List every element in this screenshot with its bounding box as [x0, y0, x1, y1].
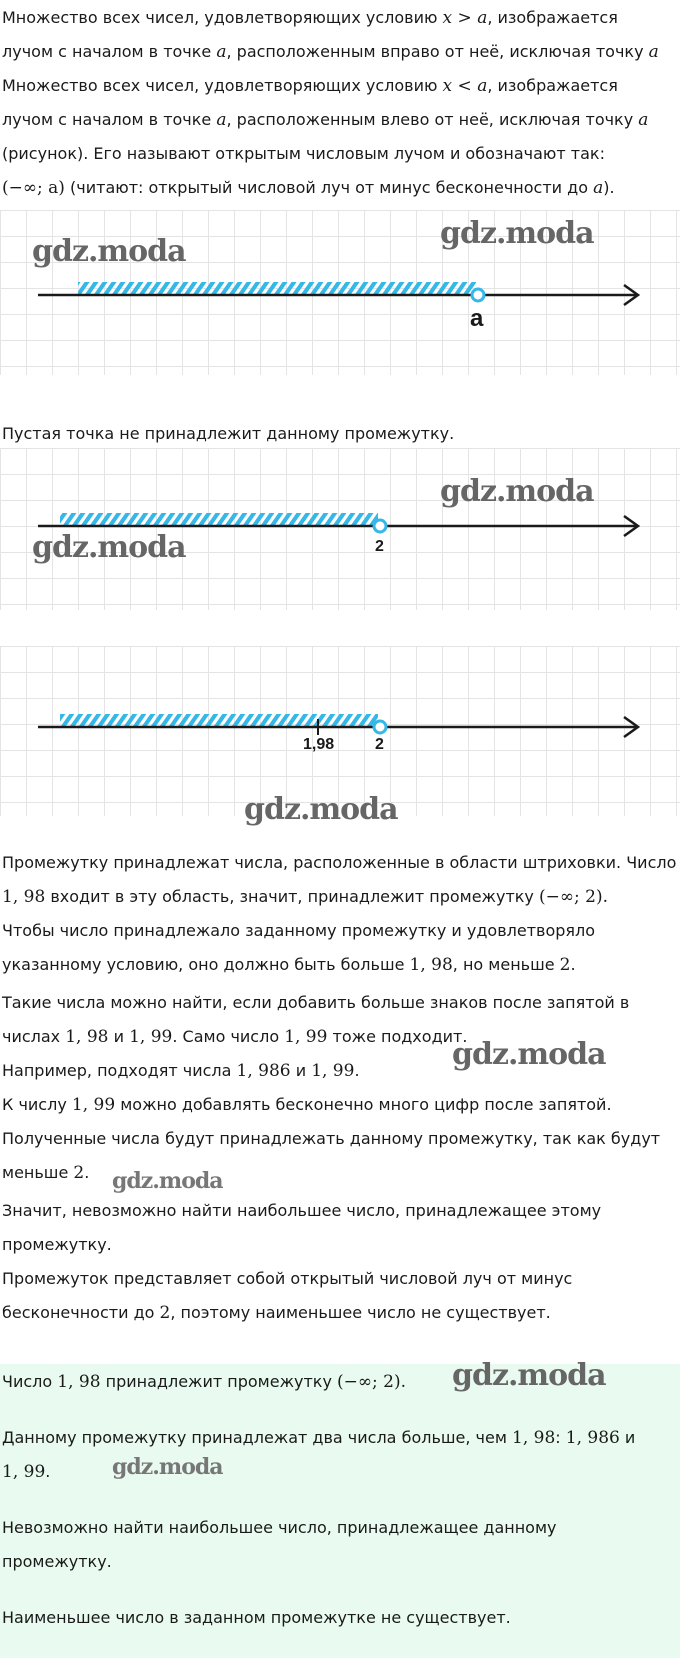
intro-line: лучом с началом в точке a, расположенным влево от неё, исключая точку a — [2, 110, 649, 130]
number-line-2 — [0, 448, 680, 610]
intro-line: (−∞; a) (читают: открытый числовой луч от минус бесконечности до a). — [2, 178, 615, 198]
watermark: gdz.moda — [112, 1454, 223, 1480]
tick-label: 1,98 — [303, 736, 335, 753]
answer-line: промежутку. — [2, 1552, 112, 1571]
point-label: 2 — [375, 736, 384, 753]
explain-line: промежутку. — [2, 1235, 112, 1254]
explain-line: Промежутку принадлежат числа, расположенные в области штриховки. Число — [2, 853, 677, 872]
open-point — [374, 721, 386, 733]
explanation-block — [0, 849, 680, 1327]
intro-line: Множество всех чисел, удовлетворяющих условию x > a, изображается — [2, 8, 618, 28]
watermark: gdz.moda — [440, 474, 594, 509]
watermark: gdz.moda — [32, 234, 186, 269]
watermark: gdz.moda — [244, 792, 398, 827]
number-line-3 — [0, 646, 680, 816]
number-line-figure-1 — [0, 210, 680, 375]
hatched-region — [60, 513, 378, 525]
intro-line: лучом с началом в точке a, расположенным вправо от неё, исключая точку a — [2, 42, 659, 62]
explain-line: меньше 2. — [2, 1163, 90, 1183]
answer-line: 1, 99. — [2, 1462, 51, 1482]
number-line-figure-3 — [0, 646, 680, 816]
number-line-figure-2 — [0, 448, 680, 610]
watermark: gdz.moda — [452, 1358, 606, 1393]
explain-line: Значит, невозможно найти наибольшее число, принадлежащее этому — [2, 1201, 602, 1220]
watermark: gdz.moda — [112, 1168, 223, 1194]
intro-block — [0, 4, 680, 202]
answer-line: Данному промежутку принадлежат два числа больше, чем 1, 98: 1, 986 и — [2, 1428, 636, 1448]
explain-line: указанному условию, оно должно быть больше 1, 98, но меньше 2. — [2, 955, 576, 975]
answer-line: Наименьшее число в заданном промежутке не существует. — [2, 1608, 511, 1627]
explain-line: бесконечности до 2, поэтому наименьшее число не существует. — [2, 1303, 551, 1323]
answer-block — [0, 1358, 680, 1658]
answer-line: Число 1, 98 принадлежит промежутку (−∞; 2). — [2, 1372, 407, 1392]
watermark: gdz.moda — [452, 1037, 606, 1072]
point-label: 2 — [375, 538, 384, 555]
explain-line: К числу 1, 99 можно добавлять бесконечно много цифр после запятой. — [2, 1095, 612, 1115]
watermark: gdz.moda — [440, 216, 594, 251]
explain-line: Промежуток представляет собой открытый числовой луч от минус — [2, 1269, 573, 1288]
hatched-region — [78, 282, 476, 294]
open-point — [472, 289, 484, 301]
intro-line: Множество всех чисел, удовлетворяющих условию x < a, изображается — [2, 76, 618, 96]
explain-line: Такие числа можно найти, если добавить больше знаков после запятой в — [2, 993, 630, 1012]
empty-point-note: Пустая точка не принадлежит данному промежутку. — [2, 424, 455, 443]
open-point — [374, 520, 386, 532]
point-label: a — [470, 305, 484, 332]
explain-line: Чтобы число принадлежало заданному промежутку и удовлетворяло — [2, 921, 596, 940]
explain-line: Например, подходят числа 1, 986 и 1, 99. — [2, 1061, 360, 1081]
watermark: gdz.moda — [32, 530, 186, 565]
explain-line: Полученные числа будут принадлежать данному промежутку, так как будут — [2, 1129, 661, 1148]
explain-line: 1, 98 входит в эту область, значит, принадлежит промежутку (−∞; 2). — [2, 887, 609, 907]
hatched-region — [60, 714, 378, 726]
explain-line: числах 1, 98 и 1, 99. Само число 1, 99 тоже подходит. — [2, 1027, 468, 1047]
intro-line: (рисунок). Его называют открытым числовым лучом и обозначают так: — [2, 144, 605, 163]
answer-line: Невозможно найти наибольшее число, принадлежащее данному — [2, 1518, 557, 1537]
